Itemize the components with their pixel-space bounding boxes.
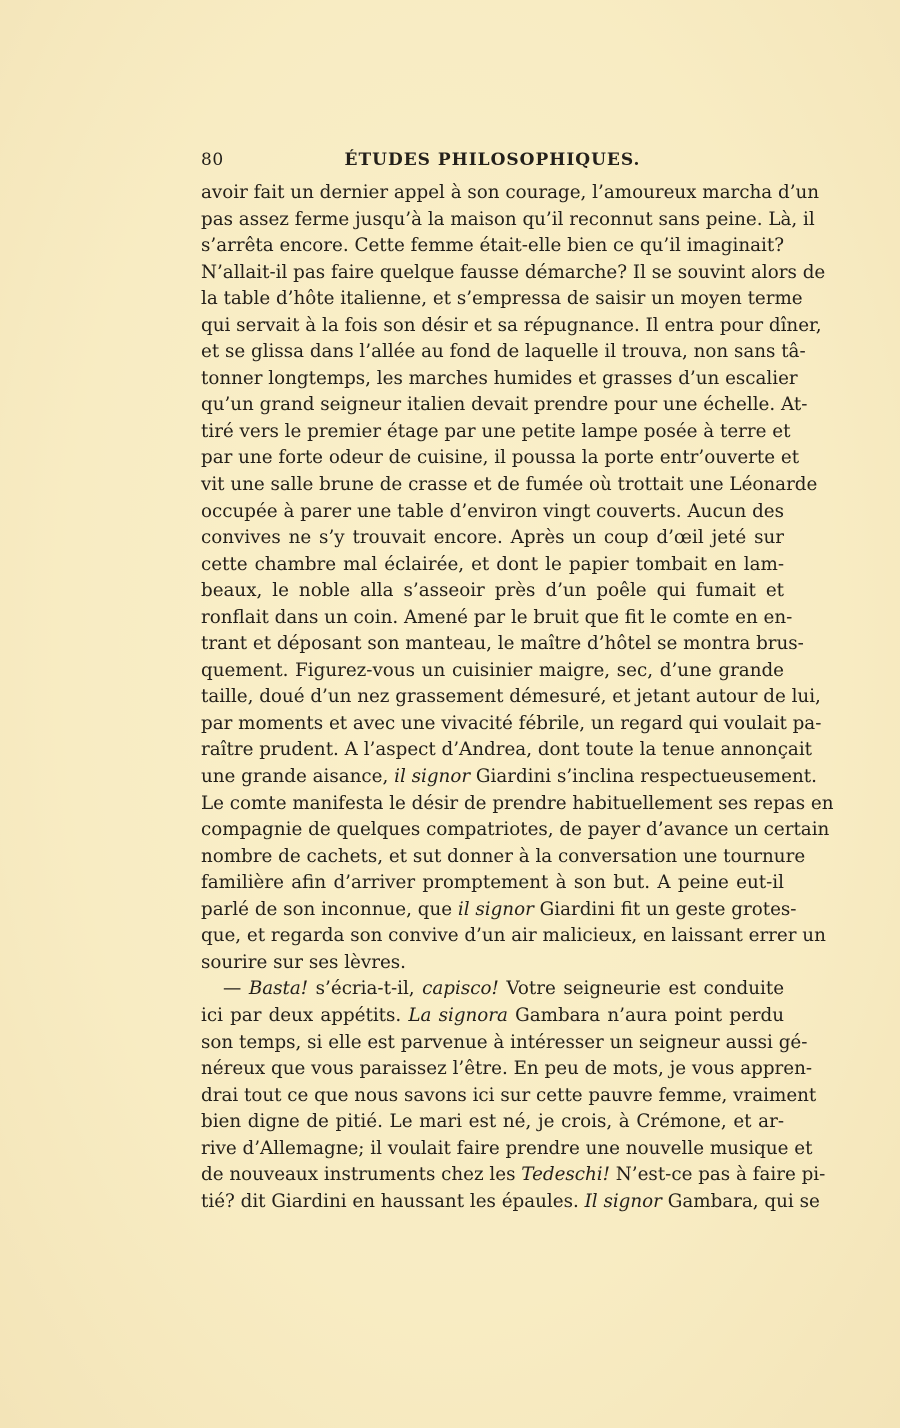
text-line bbox=[201, 1109, 784, 1136]
text-line bbox=[201, 499, 784, 526]
text-segment: vit une salle brune de crasse et de fumée où trottait une Léonarde bbox=[201, 474, 818, 496]
text-line bbox=[201, 897, 797, 924]
text-segment: cette chambre mal éclairée, et dont le papier tombait en lam- bbox=[201, 553, 784, 575]
italic-phrase: Basta! bbox=[248, 978, 309, 1000]
text-line bbox=[201, 313, 822, 340]
text-segment: compagnie de quelques compatriotes, de payer d’avance un certain bbox=[201, 819, 830, 841]
text-segment: tonner longtemps, les marches humides et grasses d’un escalier bbox=[201, 367, 798, 389]
text-line bbox=[201, 286, 803, 313]
italic-phrase: Il signor bbox=[584, 1190, 662, 1212]
text-segment: Votre seigneurie est conduite bbox=[498, 978, 785, 1000]
text-line bbox=[201, 1003, 784, 1030]
text-segment: convives ne s’y trouvait encore. Après un coup d’œil jeté sur bbox=[201, 527, 784, 549]
text-segment: — bbox=[223, 978, 249, 1000]
text-segment: qui servait à la fois son désir et sa répugnance. Il entra pour dîner, bbox=[201, 314, 822, 336]
text-line bbox=[201, 817, 830, 844]
text-line bbox=[201, 445, 800, 472]
text-segment: raître prudent. A l’aspect d’Andrea, dont toute la tenue annonçait bbox=[201, 739, 813, 761]
text-line bbox=[201, 260, 826, 287]
text-segment: s’arrêta encore. Cette femme était-elle bien ce qu’il imaginait? bbox=[201, 235, 784, 257]
text-segment: Gambara n’aura point perdu bbox=[507, 1004, 784, 1026]
text-line bbox=[201, 684, 821, 711]
text-line bbox=[201, 1136, 813, 1163]
italic-phrase: Tedeschi! bbox=[521, 1164, 610, 1186]
text-segment: parlé de son inconnue, que bbox=[201, 898, 458, 920]
text-segment: sourire sur ses lèvres. bbox=[201, 951, 406, 973]
italic-phrase: il signor bbox=[457, 898, 534, 920]
text-segment: pas assez ferme jusqu’à la maison qu’il reconnut sans peine. Là, il bbox=[201, 208, 815, 230]
page-number: 80 bbox=[201, 150, 224, 170]
text-line bbox=[201, 764, 817, 791]
text-line bbox=[201, 525, 784, 552]
text-line bbox=[201, 366, 798, 393]
text-line bbox=[201, 870, 784, 897]
text-line bbox=[201, 791, 834, 818]
italic-phrase: La signora bbox=[408, 1004, 508, 1026]
text-segment: Giardini fit un geste grotes- bbox=[533, 898, 797, 920]
text-segment: familière afin d’arriver promptement à son but. A peine eut-il bbox=[201, 872, 784, 894]
text-segment: une grande aisance, bbox=[201, 766, 395, 788]
text-segment: s’écria-t-il, bbox=[308, 978, 423, 1000]
text-line bbox=[201, 711, 822, 738]
text-segment: Gambara, qui se bbox=[661, 1190, 820, 1212]
text-segment: N’allait-il pas faire quelque fausse démarche? Il se souvint alors de bbox=[201, 261, 826, 283]
text-segment: ici par deux appétits. bbox=[201, 1004, 409, 1026]
text-segment: drai tout ce que nous savons ici sur cette pauvre femme, vraiment bbox=[201, 1084, 817, 1106]
text-line bbox=[201, 207, 815, 234]
text-segment: N’est-ce pas à faire pi- bbox=[610, 1164, 826, 1186]
text-line bbox=[201, 631, 804, 658]
text-segment: tié? dit Giardini en haussant les épaules. bbox=[201, 1190, 585, 1212]
text-line bbox=[201, 1189, 820, 1216]
text-line bbox=[201, 1030, 808, 1057]
text-segment: ronflait dans un coin. Amené par le bruit que fit le comte en en- bbox=[201, 606, 793, 628]
text-segment: avoir fait un dernier appel à son courage, l’amoureux marcha d’un bbox=[201, 182, 820, 203]
text-segment: par moments et avec une vivacité fébrile, un regard qui voulait pa- bbox=[201, 712, 822, 734]
text-line bbox=[201, 737, 813, 764]
text-line bbox=[201, 950, 784, 977]
text-segment: par une forte odeur de cuisine, il poussa la porte entr’ouverte et bbox=[201, 447, 800, 469]
text-segment: la table d’hôte italienne, et s’empressa de saisir un moyen terme bbox=[201, 288, 803, 310]
text-segment: quement. Figurez-vous un cuisinier maigre, sec, d’une grande bbox=[201, 659, 784, 681]
text-segment: tiré vers le premier étage par une petite lampe posée à terre et bbox=[201, 420, 791, 442]
text-line bbox=[201, 976, 784, 1003]
text-line bbox=[201, 658, 784, 685]
text-segment: de nouveaux instruments chez les bbox=[201, 1164, 522, 1186]
text-line bbox=[201, 339, 806, 366]
text-segment: néreux que vous paraissez l’être. En peu de mots, je vous appren- bbox=[201, 1058, 813, 1080]
text-segment: Giardini s’inclina respectueusement. bbox=[470, 766, 817, 788]
text-segment: trant et déposant son manteau, le maître d’hôtel se montra brus- bbox=[201, 633, 804, 655]
text-line bbox=[201, 1162, 826, 1189]
text-segment: rive d’Allemagne; il voulait faire prendre une nouvelle musique et bbox=[201, 1137, 813, 1159]
text-line bbox=[201, 552, 784, 579]
text-segment: que, et regarda son convive d’un air malicieux, en laissant errer un bbox=[201, 925, 826, 947]
text-segment: beaux, le noble alla s’asseoir près d’un poêle qui fumait et bbox=[201, 580, 784, 602]
text-line bbox=[201, 472, 818, 499]
text-line bbox=[201, 844, 806, 871]
text-segment: qu’un grand seigneur italien devait prendre pour une échelle. At- bbox=[201, 394, 808, 416]
italic-phrase: il signor bbox=[394, 766, 471, 788]
text-line bbox=[201, 1083, 817, 1110]
running-head: ÉTUDES PHILOSOPHIQUES. bbox=[344, 150, 641, 170]
body-text bbox=[201, 180, 834, 1215]
text-line bbox=[201, 1056, 813, 1083]
text-line bbox=[201, 233, 784, 260]
text-line bbox=[201, 419, 791, 446]
text-segment: son temps, si elle est parvenue à intéresser un seigneur aussi gé- bbox=[201, 1031, 808, 1053]
text-line bbox=[201, 605, 793, 632]
text-segment: et se glissa dans l’allée au fond de laquelle il trouva, non sans tâ- bbox=[201, 341, 806, 363]
text-segment: occupée à parer une table d’environ vingt couverts. Aucun des bbox=[201, 500, 784, 522]
text-segment: bien digne de pitié. Le mari est né, je crois, à Crémone, et ar- bbox=[201, 1111, 784, 1133]
text-line bbox=[201, 578, 784, 605]
text-segment: Le comte manifesta le désir de prendre habituellement ses repas en bbox=[201, 792, 834, 814]
text-line bbox=[201, 180, 820, 207]
page-header bbox=[201, 146, 784, 176]
italic-phrase: capisco! bbox=[422, 978, 499, 1000]
text-line bbox=[201, 923, 826, 950]
text-segment: nombre de cachets, et sut donner à la conversation une tournure bbox=[201, 845, 806, 867]
text-segment: taille, doué d’un nez grassement démesuré, et jetant autour de lui, bbox=[201, 686, 821, 708]
text-line bbox=[201, 392, 808, 419]
